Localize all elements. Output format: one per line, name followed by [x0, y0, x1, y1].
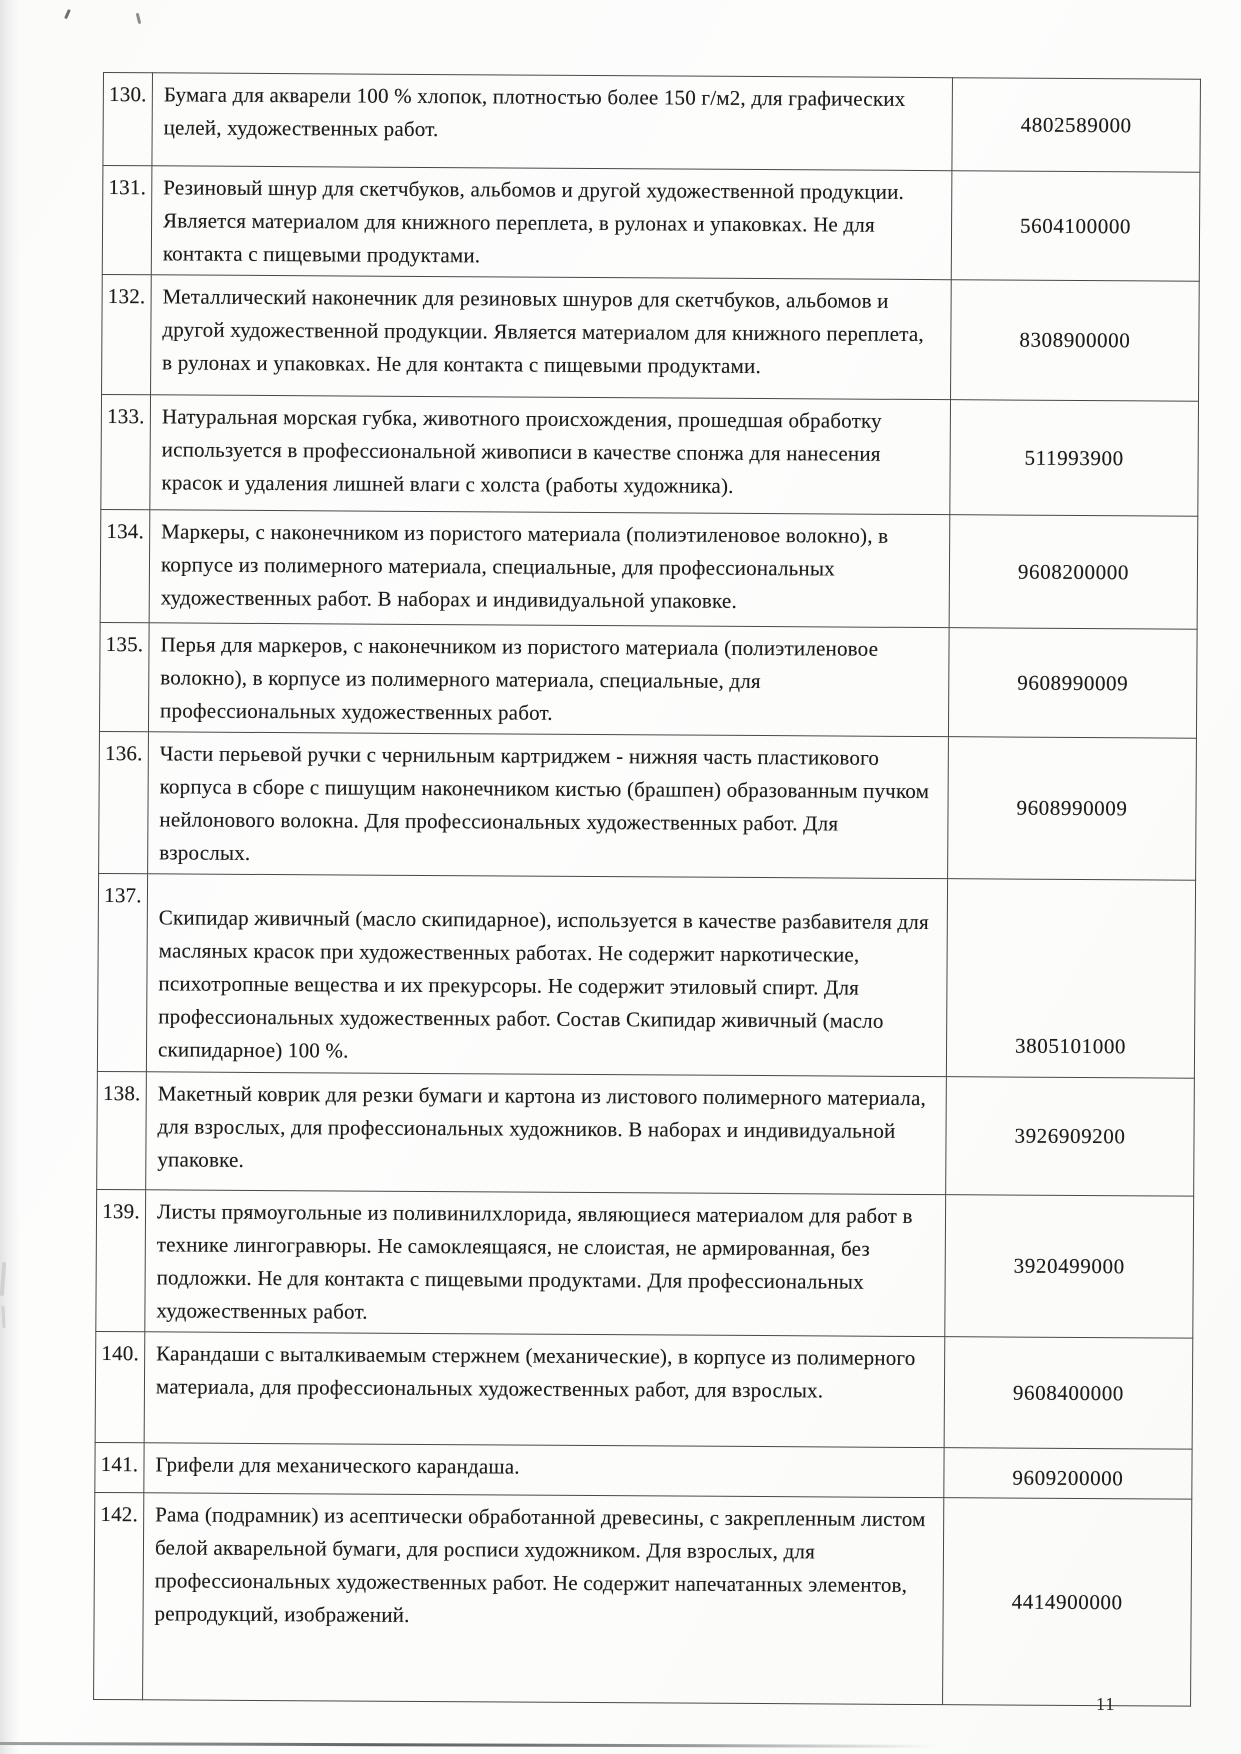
row-code: 9608990009 [948, 628, 1197, 739]
row-code: 511993900 [950, 400, 1199, 517]
page-number: 11 [1096, 1694, 1116, 1714]
row-description: Скипидар живичный (масло скипидарное), используется в качестве разбавителя для масляных красок при художественных работах. Не содержит наркотические, психотропные вещества и их прекурсоры. Не содержит этиловый спирт. Для профессиональных художественных работ. Состав Скипидар живичный (масло скипидарное) 100 %. [146, 874, 947, 1077]
row-code: 3805101000 [946, 879, 1195, 1079]
row-code: 8308900000 [951, 280, 1200, 402]
row-code: 3920499000 [945, 1195, 1194, 1339]
row-description: Макетный коврик для резки бумаги и картона из листового полимерного материала, для взрослых, для профессиональных художников. В наборах и индивидуальной упаковке. [146, 1072, 947, 1195]
row-number: 130. [103, 73, 153, 166]
scan-edge-shadow [0, 0, 20, 1754]
row-code: 9608400000 [944, 1337, 1193, 1450]
scan-artifact-line [0, 1742, 935, 1748]
row-description: Бумага для акварели 100 % хлопок, плотностью более 150 г/м2, для графических целей, художественных работ. [152, 73, 953, 171]
row-description: Резиновый шнур для скетчбуков, альбомов и другой художественной продукции. Является материалом для книжного переплета, в рулонах и упаковках. Не для контакта с пищевыми продуктами. [151, 166, 952, 280]
table-row [102, 274, 1200, 401]
row-number: 133. [101, 394, 151, 509]
row-code: 4802589000 [952, 78, 1201, 173]
table-row [97, 873, 1195, 1078]
row-description: Грифели для механического карандаша. [144, 1443, 944, 1498]
row-description: Маркеры, с наконечником из пористого материала (полиэтиленовое волокно), в корпусе из полимерного материала, специальные, для профессиональных художественных работ. В наборах и индивидуальной упаковке. [149, 510, 950, 628]
table-row [96, 1189, 1194, 1338]
row-number: 134. [100, 509, 150, 622]
row-code: 3926909200 [946, 1077, 1195, 1197]
row-number: 137. [97, 873, 147, 1071]
row-number: 136. [99, 731, 149, 873]
row-description: Листы прямоугольные из поливинилхлорида, являющиеся материалом для работ в технике лингогравюры. Не самоклеящаяся, не слоистая, не армированная, без подложки. Не для контакта с пищевыми продуктами. Для профессиональных художественных работ. [145, 1190, 946, 1337]
table-row [95, 1442, 1192, 1499]
table-row [97, 1071, 1195, 1196]
row-description: Перья для маркеров, с наконечником из пористого материала (полиэтиленовое волокно), в корпусе из полимерного материала, специальные, для профессиональных художественных работ. [148, 623, 949, 737]
row-number: 140. [95, 1331, 145, 1442]
table-row [101, 394, 1199, 516]
row-description: Металлический наконечник для резиновых шнуров для скетчбуков, альбомов и другой художественной продукции. Является материалом для книжного переплета, в рулонах и упаковках. Не для контакта с пищевыми продуктами. [151, 275, 952, 400]
row-description: Рама (подрамник) из асептически обработанной древесины, с закрепленным листом белой акварельной бумаги, для росписи художником. Для взрослых, для профессиональных художественных работ. Не содержит напечатанных элементов, репродукций, изображений. [143, 1493, 944, 1705]
row-code: 4414900000 [943, 1498, 1192, 1707]
row-number: 131. [102, 166, 152, 275]
row-code: 9608990009 [948, 737, 1197, 881]
row-number: 132. [102, 274, 152, 394]
table-row [102, 166, 1200, 282]
row-description: Части перьевой ручки с чернильным картриджем - нижняя часть пластикового корпуса в сборе с пишущим наконечником кистью (брашпен) образованным пучком нейлонового волокна. Для профессиональных художественных работ. Для взрослых. [148, 732, 949, 879]
row-code: 9609200000 [944, 1448, 1192, 1500]
table-row [94, 1492, 1192, 1706]
table-row [99, 731, 1197, 880]
row-number: 139. [96, 1189, 146, 1331]
row-number: 142. [94, 1492, 144, 1699]
row-code: 9608200000 [949, 515, 1198, 630]
row-number: 138. [97, 1071, 147, 1189]
pen-mark [136, 13, 141, 24]
row-code: 5604100000 [951, 171, 1200, 282]
table-row [100, 509, 1198, 629]
row-number: 135. [99, 622, 149, 731]
row-description: Натуральная морская губка, животного происхождения, прошедшая обработку используется в профессиональной живописи в качестве спонжа для нанесения красок и удаления лишней влаги с холста (работы художника). [150, 395, 951, 515]
table-row [103, 73, 1201, 173]
goods-table [93, 72, 1201, 1707]
row-number: 141. [95, 1442, 144, 1492]
table-row [99, 622, 1197, 738]
row-description: Карандаши с выталкиваемым стержнем (механические), в корпусе из полимерного материала, для профессиональных художественных работ, для взрослых. [144, 1332, 945, 1448]
pen-mark [64, 9, 70, 19]
table-row [95, 1331, 1193, 1449]
